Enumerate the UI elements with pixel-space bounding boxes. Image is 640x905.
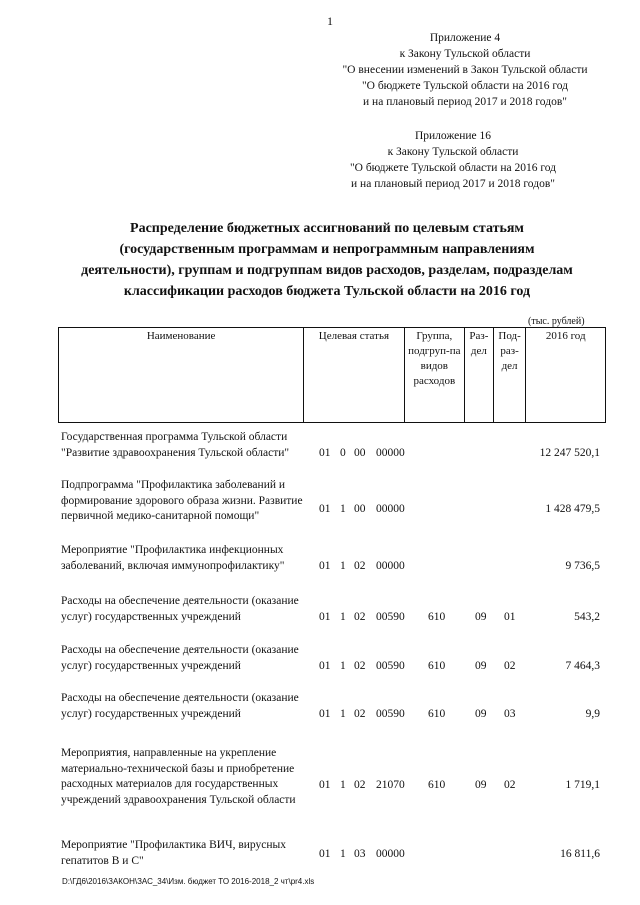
table-header: [58, 327, 606, 423]
row-subsection: 01: [504, 611, 516, 623]
row-t1: 01: [319, 611, 331, 623]
row-group: 610: [428, 779, 446, 791]
annex-line: "О бюджете Тульской области на 2016 год: [349, 162, 557, 174]
row-amount: 9,9: [585, 708, 600, 720]
title-line: (государственным программам и непрограммным направлениям: [119, 242, 535, 257]
row-name: Государственная программа Тульской области "Развитие здравоохранения Тульской области": [61, 431, 290, 459]
row-amount: 9 736,5: [565, 560, 600, 572]
table-row: [58, 594, 606, 641]
row-name: Мероприятие "Профилактика инфекционных заболеваний, включая иммунопрофилактику": [61, 544, 285, 572]
row-subsection: 03: [504, 708, 516, 720]
row-amount: 16 811,6: [560, 848, 600, 860]
row-t1: 01: [319, 560, 331, 572]
row-t3: 02: [354, 660, 366, 672]
row-t1: 01: [319, 447, 331, 459]
row-t4: 00000: [376, 848, 405, 860]
table-row: [58, 643, 606, 689]
column-header-name: Наименование: [59, 328, 304, 423]
row-amount: 543,2: [574, 611, 600, 623]
row-t2: 1: [340, 611, 346, 623]
row-name: Расходы на обеспечение деятельности (оказание услуг) государственных учреждений: [61, 595, 299, 623]
row-t1: 01: [319, 503, 331, 515]
row-section: 09: [475, 779, 487, 791]
table-row: [58, 478, 606, 541]
row-amount: 7 464,3: [565, 660, 600, 672]
row-name: Расходы на обеспечение деятельности (оказание услуг) государственных учреждений: [61, 692, 299, 720]
row-amount: 1 719,1: [565, 779, 600, 791]
annex-line: "О внесении изменений в Закон Тульской области: [342, 64, 588, 76]
row-t2: 1: [340, 708, 346, 720]
table-row: [58, 691, 606, 739]
row-t3: 02: [354, 779, 366, 791]
row-t2: 1: [340, 779, 346, 791]
table-row: [58, 746, 606, 834]
table-row: [58, 838, 606, 868]
annex-line: к Закону Тульской области: [387, 146, 519, 158]
annex-line: Приложение 4: [429, 32, 501, 44]
row-section: 09: [475, 660, 487, 672]
annex-4-header: [330, 30, 600, 110]
annex-line: "О бюджете Тульской области на 2016 год: [361, 80, 569, 92]
row-t4: 00590: [376, 708, 405, 720]
annex-line: и на плановый период 2017 и 2018 годов": [363, 96, 567, 108]
row-amount: 1 428 479,5: [545, 503, 600, 515]
row-t2: 1: [340, 503, 346, 515]
row-t4: 00000: [376, 560, 405, 572]
row-t4: 00000: [376, 447, 405, 459]
row-t2: 1: [340, 560, 346, 572]
file-path-footer: D:\ГД6\2016\ЗАКОН\ЗАС_34\Изм. бюджет ТО 2016-2018_2 чт\pr4.xls: [62, 877, 315, 886]
units-label: (тыс. рублей): [528, 316, 585, 327]
row-group: 610: [428, 708, 446, 720]
annex-line: Приложение 16: [414, 130, 492, 142]
row-t3: 03: [354, 848, 366, 860]
column-header-subsection: Под-раз-дел: [493, 328, 526, 423]
row-t3: 02: [354, 708, 366, 720]
row-t2: 1: [340, 660, 346, 672]
row-t4: 00590: [376, 611, 405, 623]
table-row: [58, 543, 606, 591]
row-group: 610: [428, 660, 446, 672]
row-t1: 01: [319, 708, 331, 720]
table-row: [58, 430, 606, 476]
annex-16-header: [328, 128, 578, 192]
row-name: Мероприятия, направленные на укрепление материально-технической базы и приобретение расходных материалов для государственных учреждений здравоохранения Тульской области: [61, 747, 296, 806]
row-t2: 1: [340, 848, 346, 860]
row-t4: 00000: [376, 503, 405, 515]
row-name: Расходы на обеспечение деятельности (оказание услуг) государственных учреждений: [61, 644, 299, 672]
row-t2: 0: [340, 447, 346, 459]
row-subsection: 02: [504, 779, 516, 791]
title-line: деятельности), группам и подгруппам видов расходов, разделам, подразделам: [81, 263, 573, 278]
title-line: Распределение бюджетных ассигнований по целевым статьям: [130, 221, 524, 236]
row-t4: 00590: [376, 660, 405, 672]
column-header-year: 2016 год: [526, 328, 606, 423]
annex-line: и на плановый период 2017 и 2018 годов": [351, 178, 555, 190]
page-number: 1: [327, 14, 333, 28]
row-name: Мероприятие "Профилактика ВИЧ, вирусных гепатитов В и С": [61, 839, 287, 867]
row-t3: 00: [354, 447, 366, 459]
row-t1: 01: [319, 848, 331, 860]
annex-line: к Закону Тульской области: [399, 48, 531, 60]
title-line: классификации расходов бюджета Тульской области на 2016 год: [123, 284, 531, 299]
row-t4: 21070: [376, 779, 405, 791]
row-section: 09: [475, 611, 487, 623]
row-t3: 02: [354, 560, 366, 572]
column-header-group: Группа, подгруп-па видов расходов: [404, 328, 464, 423]
row-t1: 01: [319, 779, 331, 791]
column-header-section: Раз-дел: [465, 328, 494, 423]
row-name: Подпрограмма "Профилактика заболеваний и формирование здорового образа жизни. Развитие первичной медико-санитарной помощи": [61, 479, 303, 522]
row-t3: 02: [354, 611, 366, 623]
row-t3: 00: [354, 503, 366, 515]
column-header-target: Целевая статья: [304, 328, 404, 423]
row-t1: 01: [319, 660, 331, 672]
document-title: [50, 218, 604, 302]
row-group: 610: [428, 611, 446, 623]
row-subsection: 02: [504, 660, 516, 672]
row-amount: 12 247 520,1: [539, 447, 600, 459]
row-section: 09: [475, 708, 487, 720]
